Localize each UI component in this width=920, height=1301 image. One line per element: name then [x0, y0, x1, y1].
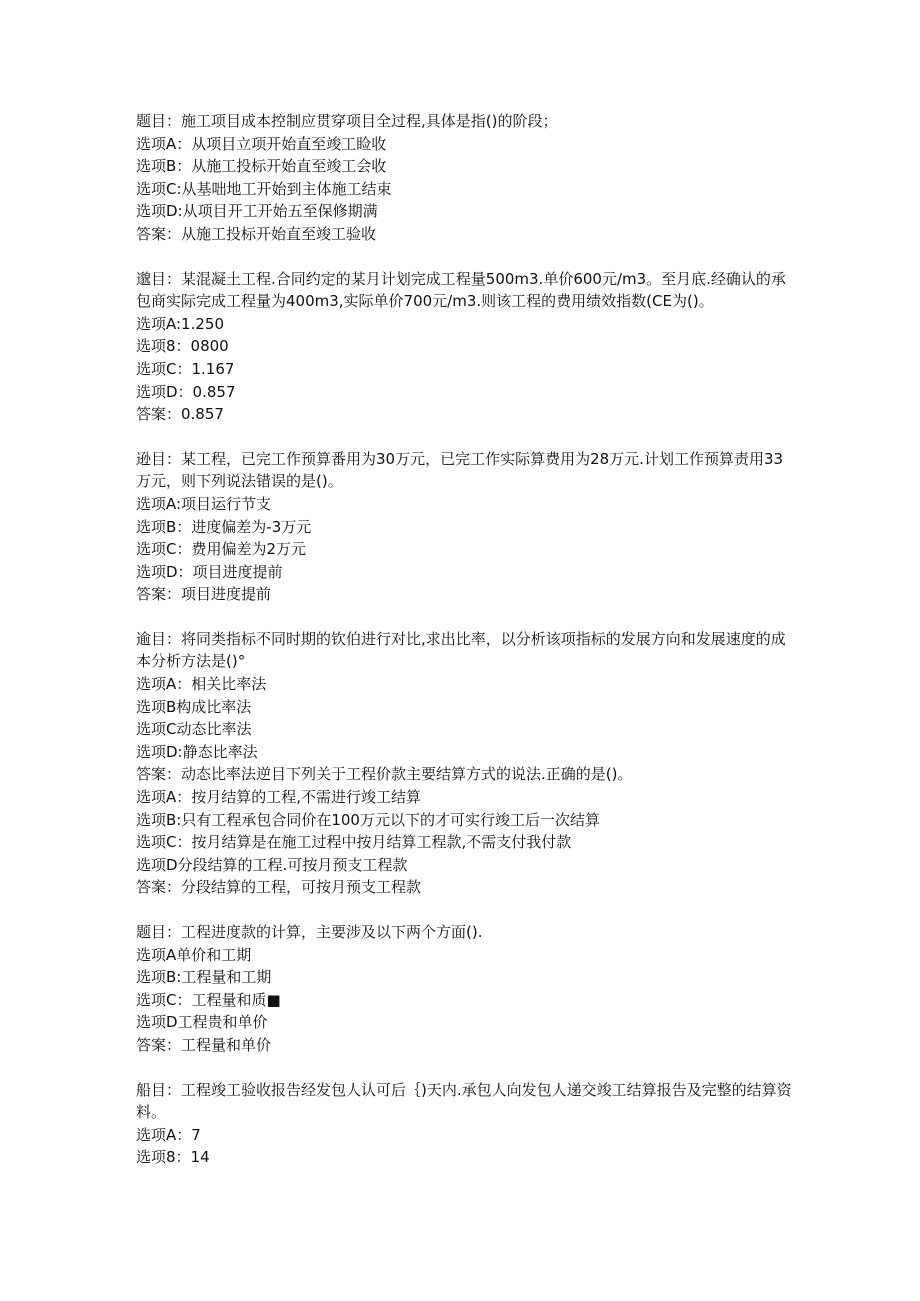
option-line: 选项A：7	[136, 1125, 201, 1144]
option-line: 答案：动态比率法逆目下列关于工程价款主要结算方式的说法.正确的是()。	[136, 765, 633, 784]
option-line: 选项D:从项目开工开始五至保修期满	[136, 202, 378, 221]
option-line: 选项A:项目运行节支	[136, 494, 272, 513]
question-block	[136, 628, 796, 899]
option-line: 选项B:只有工程承包合同价在100万元以下的才可实行竣工后一次结算	[136, 810, 600, 829]
question-text: 船目：工程竣工验收报告经发包人认可后｛)天内.承包人向发包人递交竣工结算报告及完整的结算资料。	[136, 1080, 792, 1122]
option-line: 选项D分段结算的工程.可按月预支工程款	[136, 855, 408, 874]
option-line: 选项C：按月结算是在施工过程中按月结算工程款,不需支付我付款	[136, 833, 572, 852]
option-line: 选项B：进度偏差为-3万元	[136, 517, 312, 536]
option-line: 答案：0.857	[136, 405, 224, 424]
question-text: 邈目：某混凝土工程.合同约定的某月计划完成工程量500m3.单价600元/m3。至月底.经确认的承包商实际完成工程量为400m3,实际单价700元/m3.则该工程的费用绩效指数(CE为()。	[136, 269, 786, 311]
question-block	[136, 921, 796, 1057]
option-line: 选项B：从施工投标开始直至竣工会收	[136, 157, 387, 176]
option-line: 选项B构成比率法	[136, 697, 252, 716]
option-line: 选项A:1.250	[136, 314, 224, 333]
option-line: 选项A单价和工期	[136, 945, 252, 964]
option-line: 选项D：项目进度提前	[136, 562, 283, 581]
question-block	[136, 268, 796, 426]
option-line: 选项A：按月结算的工程,不需进行竣工结算	[136, 788, 422, 807]
question-block	[136, 1079, 796, 1169]
option-line: 选项A：相关比率法	[136, 675, 267, 694]
option-line: 选项C：工程量和质■	[136, 990, 281, 1009]
option-line: 选项D:静态比率法	[136, 742, 258, 761]
option-line: 选项C：1.167	[136, 359, 235, 378]
question-text: 逊目：某工程，已完工作预算番用为30万元，已完工作实际算费用为28万元.计划工作预算责用33万元，则下列说法错误的是()。	[136, 449, 784, 491]
option-line: 选项B:工程量和工期	[136, 968, 272, 987]
option-line: 选项D：0.857	[136, 382, 236, 401]
option-line: 选项C：费用偏差为2万元	[136, 540, 307, 559]
question-text: 题目：工程进度款的计算，主要涉及以下两个方面().	[136, 923, 483, 941]
question-block	[136, 448, 796, 606]
document-page	[136, 110, 796, 1191]
option-line: 选项C:从基咄地工开始到主体施工结束	[136, 179, 392, 198]
option-line: 选项C动态比率法	[136, 720, 252, 739]
question-block	[136, 110, 796, 246]
option-line: 选项8：0800	[136, 337, 229, 356]
option-line: 选项D工程贵和单价	[136, 1013, 268, 1032]
question-text: 逾目：将同类指标不同时期的钦伯进行对比,求出比率，以分析该项指标的发展方向和发展速度的成本分析方法是()°	[136, 629, 786, 671]
option-line: 答案：工程量和单价	[136, 1035, 272, 1054]
option-line: 选项8：14	[136, 1148, 210, 1167]
question-text: 题目：施工项目成本控制应贯穿项目全过程,具体是指()的阶段；	[136, 112, 558, 130]
option-line: 答案：从施工投标开始直至竣工验收	[136, 224, 377, 243]
option-line: 答案：分段结算的工程，可按月预支工程款	[136, 878, 422, 897]
option-line: 答案：项目进度提前	[136, 585, 272, 604]
option-line: 选项A：从项目立项开始直至竣工睑收	[136, 134, 387, 153]
